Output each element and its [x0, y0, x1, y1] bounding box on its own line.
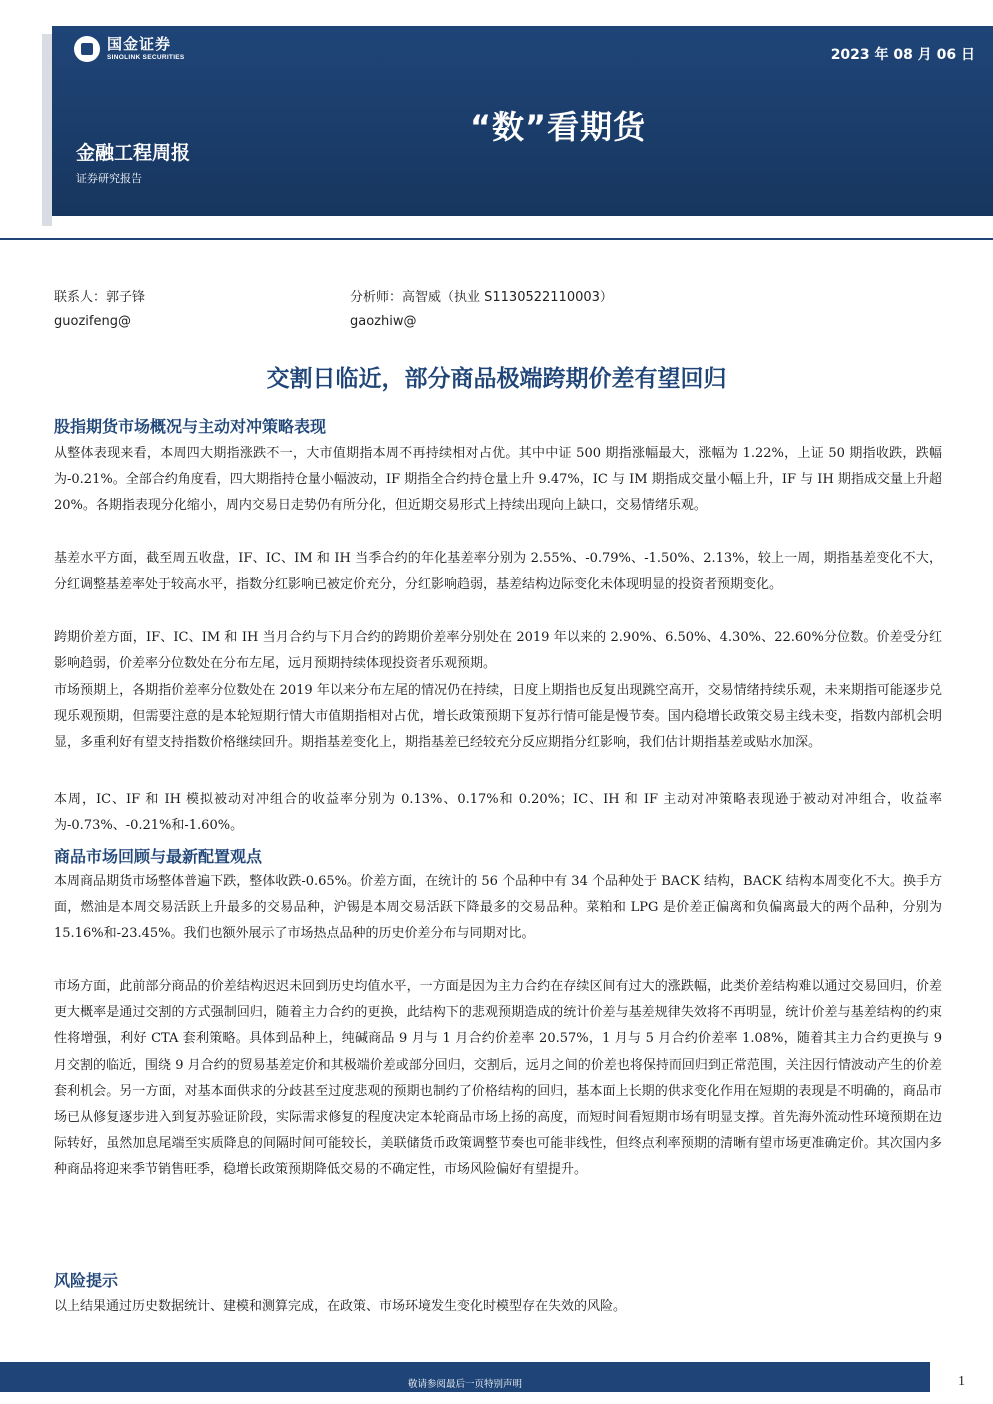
- contact-email: guozifeng@: [54, 314, 131, 329]
- page-number: 1: [958, 1374, 965, 1389]
- company-logo: [74, 36, 185, 62]
- main-headline: 交割日临近，部分商品极端跨期价差有望回归: [266, 366, 727, 392]
- footer-notice: 敬请参阅最后一页特别声明: [407, 1379, 522, 1390]
- report-date: 2023 年 08 月 06 日: [830, 47, 975, 63]
- paragraph: 跨期价差方面，IF、IC、IM 和 IH 当月合约与下月合约的跨期价差率分别处在 2019 年以来的 2.90%、6.50%、4.30%、22.60%分位数。价差受分红影响趋弱，价差率分位数处在分布左尾，远月预期持续体现投资者乐观预期。: [54, 630, 942, 672]
- report-series: 金融工程周报: [76, 142, 191, 164]
- analyst-email: gaozhiw@: [350, 314, 417, 329]
- paragraph: 本周，IC、IF 和 IH 模拟被动对冲组合的收益率分别为 0.13%、0.17%和 0.20%；IC、IH 和 IF 主动对冲策略表现逊于被动对冲组合，收益率为-0.73%、-0.21%和-1.60%。: [54, 792, 942, 834]
- logo-cn: 国金证券: [107, 35, 172, 53]
- logo-en: SINOLINK SECURITIES: [107, 54, 185, 61]
- report-title: “数”看期货: [470, 108, 647, 146]
- section-title-risk: 风险提示: [54, 1271, 119, 1290]
- paragraph: 基差水平方面，截至周五收盘，IF、IC、IM 和 IH 当季合约的年化基差率分别为 2.55%、-0.79%、-1.50%、2.13%，较上一周，期指基差变化不大，分红调整基差率处于较高水平，指数分红影响已被定价充分，分红影响趋弱，基差结构边际变化未体现明显的投资者预期变化。: [54, 551, 942, 593]
- report-type: 证券研究报告: [76, 172, 142, 185]
- paragraph: 市场预期上，各期指价差率分位数处在 2019 年以来分布左尾的情况仍在持续，日度上期指也反复出现跳空高开，交易情绪持续乐观，未来期指可能逐步兑现乐观预期，但需要注意的是本轮短期行情大市值期指相对占优，增长政策预期下复苏行情可能是慢节奏。国内稳增长政策交易主线未变，指数内部机会明显，多重利好有望支持指数价格继续回升。期指基差变化上，期指基差已经较充分反应期指分红影响，我们估计期指基差或贴水加深。: [54, 683, 942, 751]
- analyst-info: 分析师：高智威（执业 S1130522110003）: [350, 290, 613, 305]
- paragraph: 从整体表现来看，本周四大期指涨跌不一，大市值期指本周不再持续相对占优。其中中证 500 期指涨幅最大，涨幅为 1.22%，上证 50 期指收跌，跌幅为-0.21%。全部合约角度看，四大期指持仓量小幅波动，IF 期指全合约持仓量上升 9.47%，IC 与 IM 期指成交量小幅上升，IF 与 IH 期指成交量上升超 20%。各期指表现分化缩小，周内交易日走势仍有所分化，但近期交易形式上持续出现向上缺口，交易情绪乐观。: [54, 446, 942, 514]
- header-divider: [0, 238, 993, 240]
- section-title-index-futures: 股指期货市场概况与主动对冲策略表现: [54, 417, 327, 436]
- logo-icon: [74, 36, 100, 62]
- logo-text: [107, 36, 185, 62]
- header-shadow: [42, 34, 52, 226]
- section-title-commodity: 商品市场回顾与最新配置观点: [54, 847, 263, 866]
- paragraph: 本周商品期货市场整体普遍下跌，整体收跌-0.65%。价差方面，在统计的 56 个品种中有 34 个品种处于 BACK 结构，BACK 结构本周变化不大。换手方面，燃油是本周交易活跃上升最多的交易品种，沪锡是本周交易活跃下降最多的交易品种。菜粕和 LPG 是价差正偏离和负偏离最大的两个品种，分别为 15.16%和-23.45%。我们也额外展示了市场热点品种的历史价差分布与同期对比。: [54, 874, 942, 942]
- paragraph: 市场方面，此前部分商品的价差结构迟迟未回到历史均值水平，一方面是因为主力合约在存续区间有过大的涨跌幅，此类价差结构难以通过交易回归，价差更大概率是通过交割的方式强制回归，随着主力合约的更换，此结构下的悲观预期造成的统计价差与基差规律失效将不再明显，统计价差与基差结构的约束性将增强，利好 CTA 套利策略。具体到品种上，纯碱商品 9 月与 1 月合约价差率 20.57%，1 月与 5 月合约价差率 1.08%，随着其主力合约更换与 9 月交割的临近，围绕 9 月合约的贸易基差定价和其极端价差或部分回归，交割后，远月之间的价差也将保持而回归到正常范围，关注因行情波动产生的价差套利机会。另一方面，对基本面供求的分歧甚至过度悲观的预期也制约了价格结构的回归，基本面上长期的供求变化作用在短期的表现是不明确的，商品市场已从修复逐步进入到复苏验证阶段，实际需求修复的程度决定本轮商品市场上扬的高度，而短时间看短期市场有明显支撑。首先海外流动性环境预期在边际转好，虽然加息尾端至实质降息的间隔时间可能较长，美联储货币政策调整节奏也可能非线性，但终点利率预期的清晰有望市场更准确定价。其次国内多种商品将迎来季节销售旺季，稳增长政策预期降低交易的不确定性，市场风险偏好有望提升。: [54, 979, 942, 1178]
- paragraph: 以上结果通过历史数据统计、建模和测算完成，在政策、市场环境发生变化时模型存在失效的风险。: [54, 1299, 627, 1314]
- contact-person: 联系人：郭子锋: [54, 290, 146, 305]
